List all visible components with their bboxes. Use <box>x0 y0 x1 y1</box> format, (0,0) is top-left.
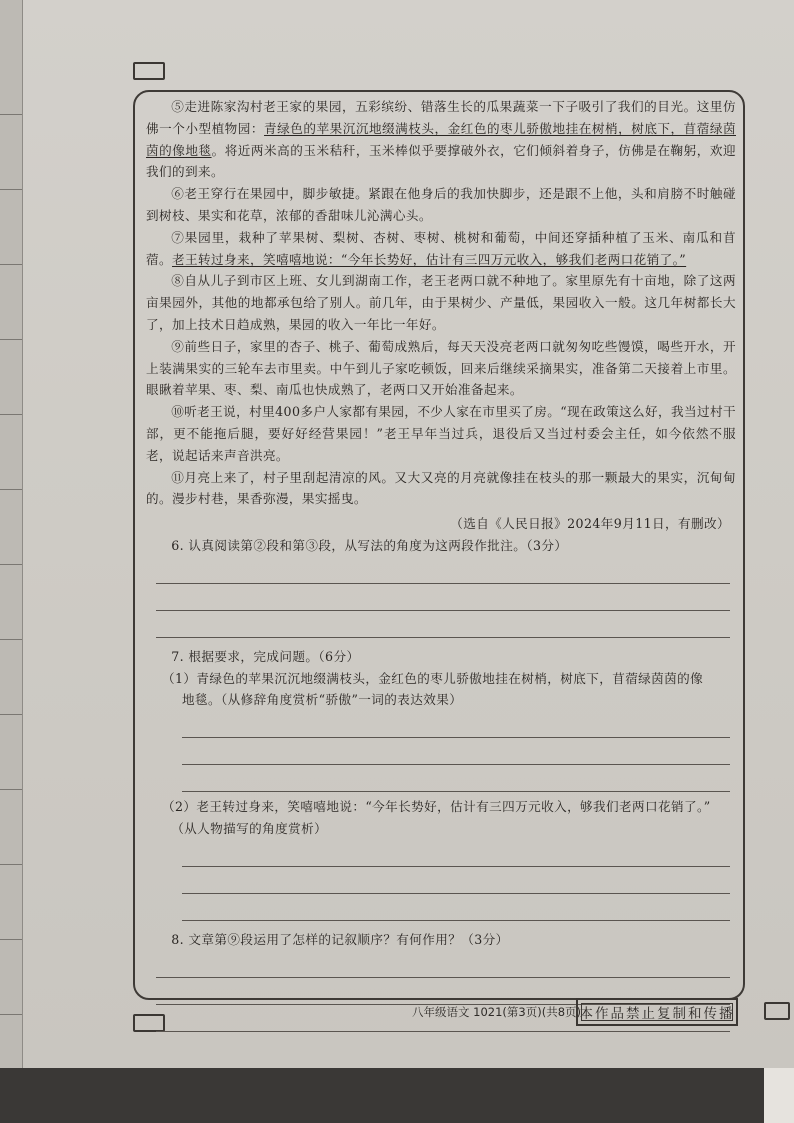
page-footer: 八年级语文 1021(第3页)(共8页) <box>412 1005 582 1019</box>
answer-lines-q6 <box>146 557 736 638</box>
answer-sheet-edge <box>0 0 23 1068</box>
question-7-1: （1）青绿色的苹果沉沉地缀满枝头，金红色的枣儿骄傲地挂在树梢，树底下，苜蓿绿茵茵的像 <box>162 670 704 686</box>
corner-marker-bottom-right <box>764 1002 790 1020</box>
answer-line[interactable] <box>156 557 730 584</box>
question-6: 6. 认真阅读第②段和第③段，从写法的角度为这两段作批注。（3分） <box>171 537 568 553</box>
answer-lines-q7-1 <box>146 711 736 792</box>
answer-line[interactable] <box>182 738 730 765</box>
exam-content <box>146 96 736 1032</box>
paragraph-10: ⑩听老王说，村里400多户人家都有果园，不少人家在市里买了房。“现在政策这么好，我当过村干部，更不能拖后腿，要好好经营果园！”老王早年当过兵，退役后又当过村委会主任，如今依然不服老，说起话来声音洪亮。 <box>146 404 737 463</box>
paragraph-6: ⑥老王穿行在果园中，脚步敏捷。紧跟在他身后的我加快脚步，还是跟不上他，头和肩膀不时触碰到树枝、果实和花草，浓郁的香甜味儿沁满心头。 <box>146 186 736 223</box>
question-8: 8. 文章第⑨段运用了怎样的记叙顺序？有何作用？（3分） <box>171 931 509 947</box>
question-7-2-note: （从人物描写的角度赏析） <box>171 820 328 836</box>
answer-line[interactable] <box>182 711 730 738</box>
underlined-sentence-1: 青绿色的苹果沉沉地缀满枝头，金红色的枣儿骄傲地挂在树梢，树底下，苜蓿绿茵茵的像地毯 <box>146 120 736 158</box>
passage-source: （选自《人民日报》2024年9月11日，有删改） <box>450 516 730 532</box>
answer-lines-q7-2 <box>146 840 736 921</box>
copyright-stamp <box>576 998 738 1026</box>
edge-cells <box>0 40 22 1015</box>
corner-marker-top <box>133 62 165 80</box>
background-surface <box>0 1068 794 1123</box>
paragraph-8: ⑧自从儿子到市区上班、女儿到湖南工作，老王老两口就不种地了。家里原先有十亩地，除了这两亩果园外，其他的地都承包给了别人。前几年，由于果树少、产量低，果园收入一般。这几年树都长大了，加上技术日趋成熟，果园的收入一年比一年好。 <box>146 273 736 332</box>
paragraph-11: ⑪月亮上来了，村子里刮起清凉的风。又大又亮的月亮就像挂在枝头的那一颗最大的果实，沉甸甸的。漫步村巷，果香弥漫，果实摇曳。 <box>146 469 736 507</box>
question-7-2: （2）老王转过身来，笑嘻嘻地说：“今年长势好，估计有三四万元收入，够我们老两口花销了。” <box>162 799 711 815</box>
question-7-1-cont: 地毯。（从修辞角度赏析“骄傲”一词的表达效果） <box>182 692 463 708</box>
answer-line[interactable] <box>156 584 730 611</box>
answer-line[interactable] <box>182 765 730 792</box>
question-7: 7. 根据要求，完成问题。（6分） <box>171 648 360 664</box>
answer-line[interactable] <box>156 611 730 638</box>
background-paper-strip <box>764 1068 794 1123</box>
stamp-text: 本作品禁止复制和传播 <box>579 1006 735 1022</box>
answer-line[interactable] <box>182 894 730 921</box>
answer-line[interactable] <box>182 840 730 867</box>
paragraph-7: ⑦果园里，栽种了苹果树、梨树、杏树、枣树、桃树和葡萄，中间还穿插种植了玉米、南瓜和苜蓿。老王转过身来，笑嘻嘻地说：“今年长势好，估计有三四万元收入，够我们老两口花销了。” <box>146 229 736 267</box>
underlined-sentence-2: 老王转过身来，笑嘻嘻地说：“今年长势好，估计有三四万元收入，够我们老两口花销了。” <box>172 251 687 267</box>
answer-line[interactable] <box>182 867 730 894</box>
answer-line[interactable] <box>156 951 730 978</box>
paragraph-5: ⑤走进陈家沟村老王家的果园，五彩缤纷、错落生长的瓜果蔬菜一下子吸引了我们的目光。这里仿佛一个小型植物园：青绿色的苹果沉沉地缀满枝头，金红色的枣儿骄傲地挂在树梢，树底下，苜蓿绿茵茵的像地毯。将近两米高的玉米秸秆，玉米棒似乎要撑破外衣，它们倾斜着身子，仿佛是在鞠躬，欢迎我们的到来。 <box>146 99 737 180</box>
paragraph-9: ⑨前些日子，家里的杏子、桃子、葡萄成熟后，每天天没亮老两口就匆匆吃些馒馍，喝些开水，开上装满果实的三轮车去市里卖。中午到儿子家吃顿饭，回来后继续采摘果实，准备第二天接着上市里。眼瞅着苹果、枣、梨、南瓜也快成熟了，老两口又开始准备起来。 <box>146 338 736 398</box>
